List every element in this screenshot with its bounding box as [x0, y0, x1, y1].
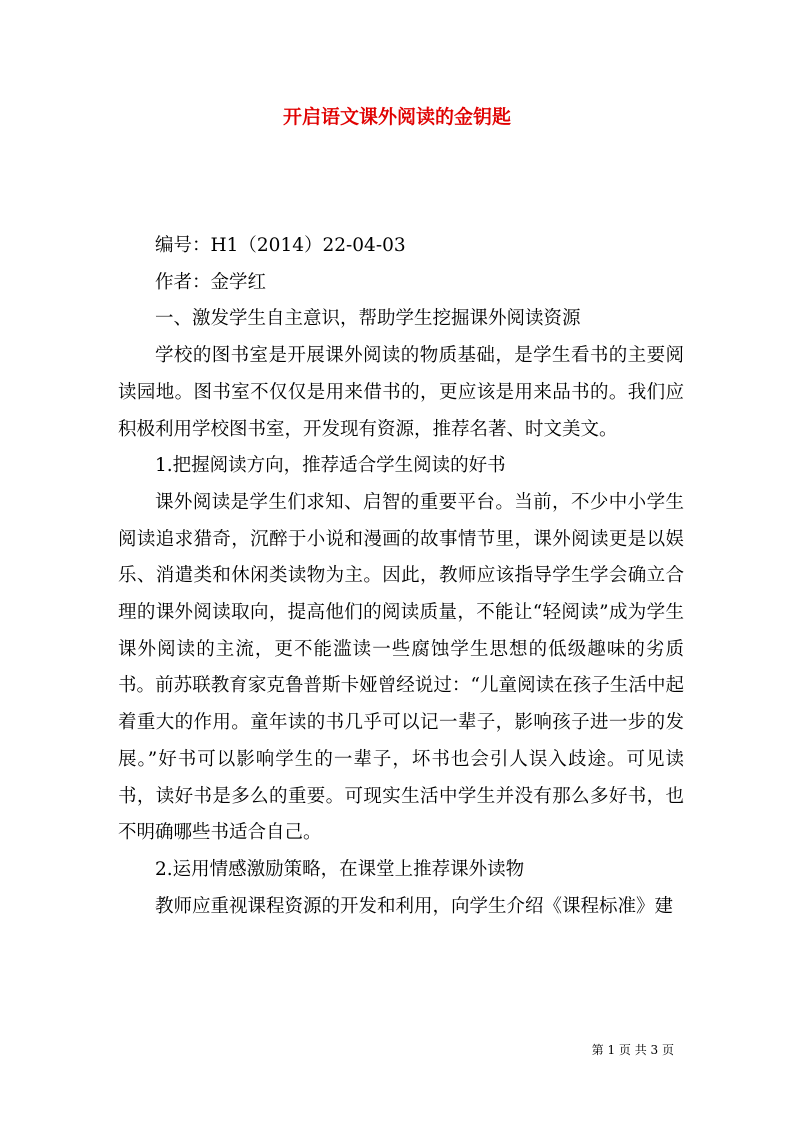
paragraph: 学校的图书室是开展课外阅读的物质基础，是学生看书的主要阅读园地。图书室不仅仅是用来借书的，更应该是用来品书的。我们应积极利用学校图书室，开发现有资源，推荐名著、时文美文。	[118, 345, 684, 440]
paragraph: 教师应重视课程资源的开发和利用，向学生介绍《课程标准》建	[155, 895, 674, 917]
paragraph: 课外阅读是学生们求知、启智的重要平台。当前，不少中小学生阅读追求猎奇，沉醉于小说和漫画的故事情节里，课外阅读更是以娱乐、消遣类和休闲类读物为主。因此，教师应该指导学生学会确立合理的课外阅读取向，提高他们的阅读质量，不能让“轻阅读”成为学生课外阅读的主流，更不能滥读一些腐蚀学生思想的低级趣味的劣质书。前苏联教育家克鲁普斯卡娅曾经说过：“儿童阅读在孩子生活中起着重大的作用。童年读的书几乎可以记一辈子，影响孩子进一步的发展。”好书可以影响学生的一辈子，坏书也会引人误入歧途。可见读书，读好书是多么的重要。可现实生活中学生并没有那么多好书，也不明确哪些书适合自己。	[118, 491, 684, 844]
subsection-heading-1: 1.把握阅读方向，推荐适合学生阅读的好书	[155, 455, 506, 477]
section-heading-1: 一、激发学生自主意识，帮助学生挖掘课外阅读资源	[155, 308, 581, 330]
document-title: 开启语文课外阅读的金钥匙	[282, 106, 511, 128]
document-number: 编号：H1（2014）22-04-03	[155, 235, 406, 256]
document-body	[118, 228, 684, 925]
page-indicator: 第 1 页 共 3 页	[591, 1043, 674, 1057]
author-line: 作者：金学红	[155, 271, 267, 293]
subsection-heading-2: 2.运用情感激励策略，在课堂上推荐课外读物	[155, 858, 525, 880]
